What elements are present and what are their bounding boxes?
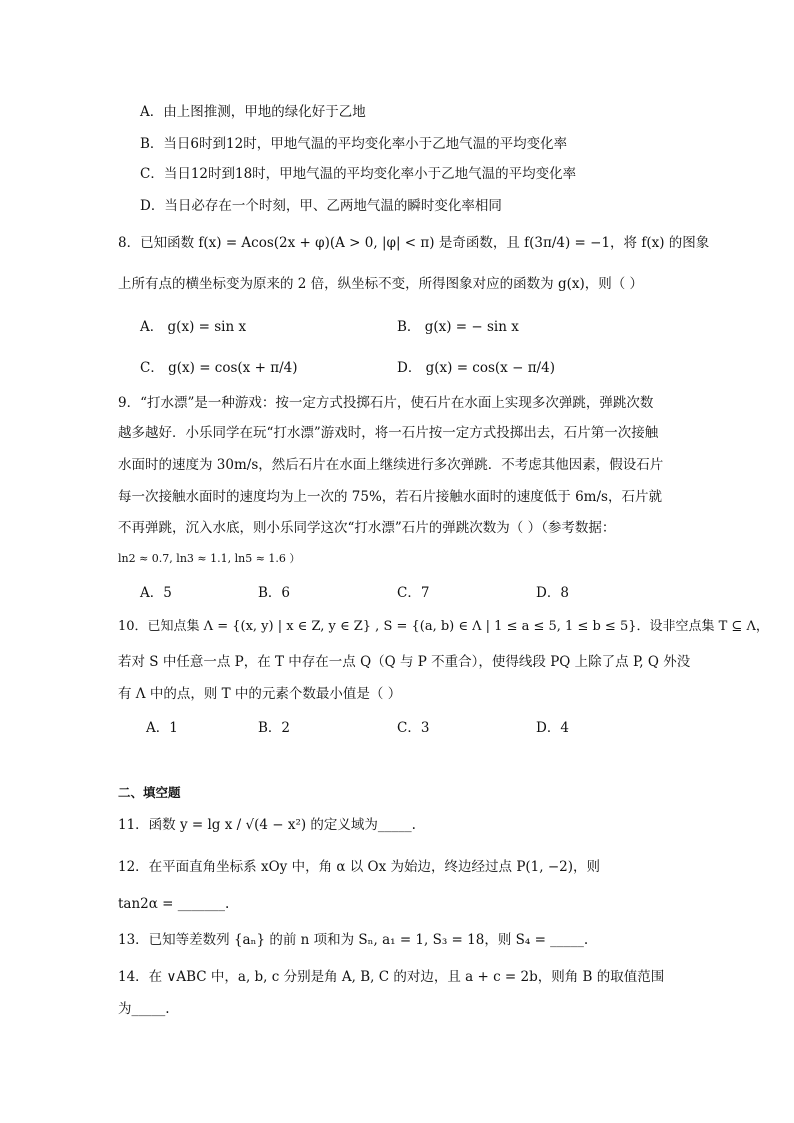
q10-stem-line1: 10．已知点集 Λ = {(x, y) | x ∈ Z, y ∈ Z} , S = {(a, b) ∈ Λ | 1 ≤ a ≤ 5, 1 ≤ b ≤ 5}．设非空点集 T ⊆ Λ， [118,619,769,634]
q13-stem: 13．已知等差数列 {aₙ} 的前 n 项和为 Sₙ, a₁ = 1, S₃ = 18，则 S₄ = _____. [118,932,589,948]
q10-stem-line3: 有 Λ 中的点，则 T 中的元素个数最小值是（ ） [118,686,402,702]
section-title-fill-in: 二、填空题 [118,785,181,800]
q9-option-b: B．6 [258,585,291,601]
q7-option-b: B．当日6时到12时，甲地气温的平均变化率小于乙地气温的平均变化率 [140,136,568,152]
q9-option-d: D．8 [536,585,569,601]
q9-stem-line1: 9．“打水漂”是一种游戏：按一定方式投掷石片，使石片在水面上实现多次弹跳，弹跳次数 [118,395,654,411]
q8-option-b: B． g(x) = − sin x [397,319,519,335]
q8-stem-line2: 上所有点的横坐标变为原来的 2 倍，纵坐标不变，所得图象对应的函数为 g(x)，则（ ） [118,276,644,292]
q9-stem-line5: 不再弹跳，沉入水底，则小乐同学这次“打水漂”石片的弹跳次数为（ ）（参考数据： [118,520,616,536]
q10-option-d: D．4 [536,720,569,736]
q11-stem: 11．函数 y = lg x / √(4 − x²) 的定义域为_____. [118,817,416,833]
q7-option-c: C．当日12时到18时，甲地气温的平均变化率小于乙地气温的平均变化率 [140,166,577,182]
q7-option-d: D．当日必存在一个时刻，甲、乙两地气温的瞬时变化率相同 [140,198,502,214]
q10-option-b: B．2 [258,720,291,736]
q12-stem-line1: 12．在平面直角坐标系 xOy 中，角 α 以 Ox 为始边，终边经过点 P(1, −2)，则 [118,859,601,875]
q9-stem-line4: 每一次接触水面时的速度均为上一次的 75%，若石片接触水面时的速度低于 6m/s，石片就 [118,489,662,505]
q14-stem-line1: 14．在 ∨ABC 中，a, b, c 分别是角 A, B, C 的对边，且 a + c = 2b，则角 B 的取值范围 [118,969,665,985]
q7-option-a: A．由上图推测，甲地的绿化好于乙地 [140,104,366,120]
q8-option-a: A． g(x) = sin x [140,319,247,335]
q9-stem-line3: 水面时的速度为 30m/s，然后石片在水面上继续进行多次弹跳．不考虑其他因素，假设石片 [118,457,664,473]
q9-stem-line2: 越多越好．小乐同学在玩“打水漂”游戏时，将一石片按一定方式投掷出去，石片第一次接触 [118,425,659,441]
q14-stem-line2: 为_____. [118,1001,170,1017]
q10-option-c: C．3 [397,720,430,736]
q10-option-a: A．1 [146,720,178,736]
q10-stem-line2: 若对 S 中任意一点 P，在 T 中存在一点 Q（Q 与 P 不重合），使得线段 PQ 上除了点 P, Q 外没 [118,654,691,670]
q9-option-a: A．5 [140,585,172,601]
q12-stem-line2: tan2α = _______. [118,896,230,912]
q8-option-c: C． g(x) = cos(x + π/4) [140,360,298,376]
q9-option-c: C．7 [397,585,430,601]
q8-stem-line1: 8．已知函数 f(x) = Acos(2x + φ)(A > 0, |φ| < π) 是奇函数，且 f(3π/4) = −1，将 f(x) 的图象 [118,235,710,251]
q9-reference-data: ln2 ≈ 0.7, ln3 ≈ 1.1, ln5 ≈ 1.6 ） [118,552,301,565]
q8-option-d: D． g(x) = cos(x − π/4) [397,360,555,376]
